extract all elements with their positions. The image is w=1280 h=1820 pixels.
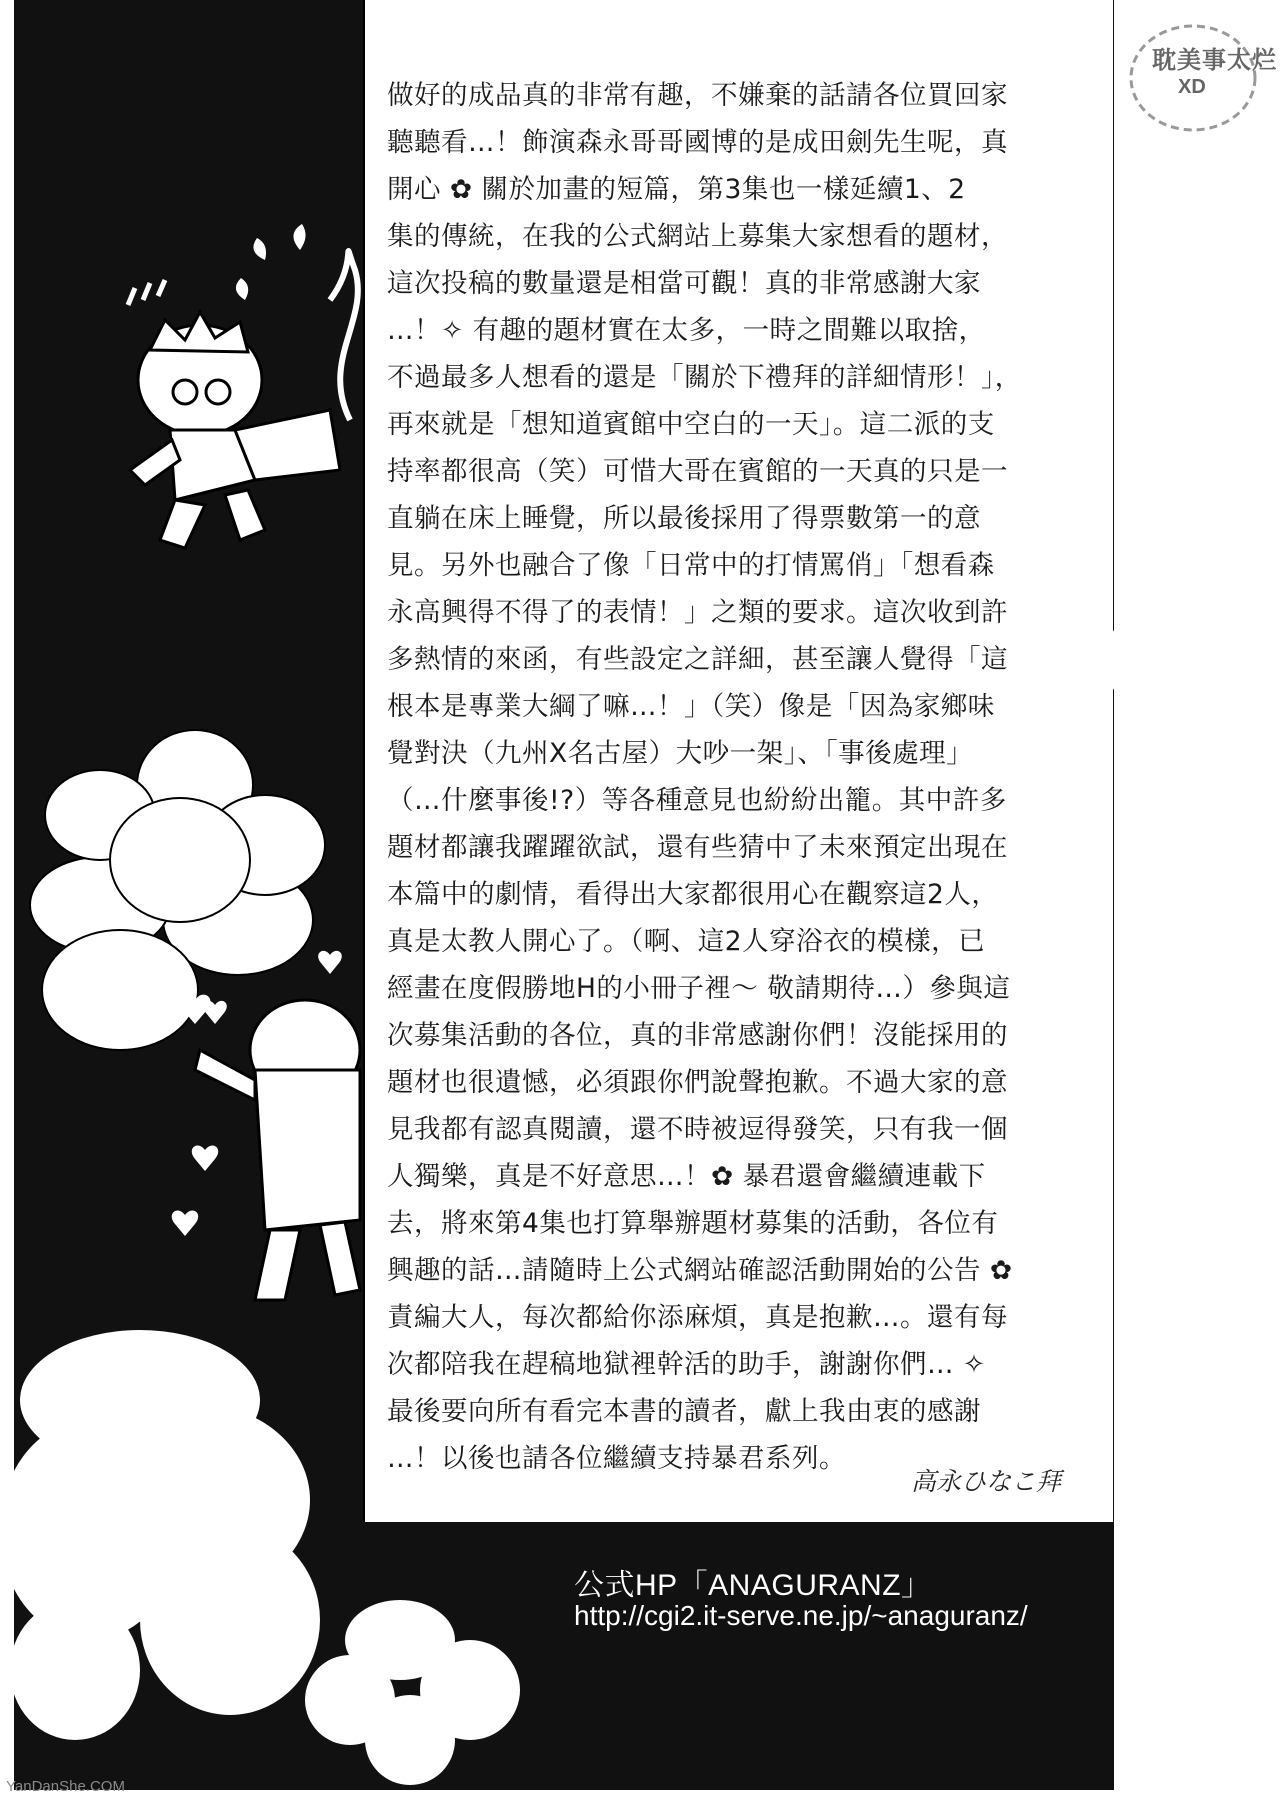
letter-line-16: （…什麼事後!?）等各種意見也紛紛出籠。其中許多	[387, 785, 1007, 816]
letter-line-29: 最後要向所有看完本書的讀者，獻上我由衷的感謝	[387, 1396, 981, 1427]
letter-line-19: 真是太教人開心了。（啊、這2人穿浴衣的模樣，已	[387, 926, 986, 957]
author-signature: 高永ひなこ拜	[910, 1467, 1061, 1496]
letter-line-18: 本篇中的劇情，看得出大家都很用心在觀察這2人，	[387, 879, 999, 910]
flower-right	[1105, 422, 1280, 855]
letter-card	[363, 0, 1113, 1522]
letter-line-4: 集的傳統，在我的公式網站上募集大家想看的題材，	[387, 221, 1008, 252]
speech-drops	[236, 224, 306, 300]
official-site-url[interactable]: http://cgi2.it-serve.ne.jp/~anaguranz/	[574, 1600, 1028, 1631]
smoke-swirl-decoration	[330, 251, 358, 420]
letter-line-14: 根本是專業大綱了嘛…！」（笑）像是「因為家鄉味	[387, 691, 995, 722]
chibi-character-back	[195, 1000, 360, 1300]
letter-line-21: 次募集活動的各位，真的非常感謝你們！沒能採用的	[387, 1020, 1008, 1051]
letter-line-26: 興趣的話…請隨時上公式網站確認活動開始的公告 ✿	[387, 1255, 1013, 1286]
letter-line-24: 人獨樂，真是不好意思…！✿ 暴君還會繼續連載下	[387, 1161, 986, 1192]
letter-line-23: 見我都有認真閱讀，還不時被逗得發笑，只有我一個	[387, 1114, 1008, 1145]
letter-line-10: 直躺在床上睡覺，所以最後採用了得票數第一的意	[387, 503, 981, 534]
letter-line-6: …！✧ 有趣的題材實在太多，一時之間難以取捨，	[387, 315, 986, 346]
chibi-character-glasses	[130, 312, 340, 548]
letter-line-20: 經畫在度假勝地H的小冊子裡～ 敬請期待…）參與這	[387, 973, 1011, 1004]
flower-bottom-left	[0, 1330, 320, 1740]
letter-line-2: 聽聽看…！飾演森永哥哥國博的是成田劍先生呢，真	[387, 127, 1008, 158]
letter-line-22: 題材也很遺憾，必須跟你們說聲抱歉。不過大家的意	[387, 1067, 1008, 1098]
letter-line-27: 責編大人，每次都給你添麻煩，真是抱歉…。還有每	[387, 1302, 1008, 1333]
letter-line-15: 覺對決（九州X名古屋）大吵一架」、「事後處理」	[387, 738, 974, 769]
letter-line-11: 見。另外也融合了像「日常中的打情罵俏」「想看森	[387, 550, 995, 581]
letter-line-12: 永高興得不得了的表情！」之類的要求。這次收到許	[387, 597, 1008, 628]
letter-body	[387, 72, 1087, 1482]
letter-line-17: 題材都讓我躍躍欲試，還有些猜中了未來預定出現在	[387, 832, 1008, 863]
footer-watermark: YanDanShe.COM	[6, 1778, 125, 1795]
official-site-label: 公式HP「ANAGURANZ」	[574, 1569, 932, 1602]
letter-line-7: 不過最多人想看的還是「關於下禮拜的詳細情形！」，	[387, 362, 1022, 393]
scanlator-logo-sub: XD	[1178, 76, 1206, 98]
letter-line-9: 持率都很高（笑）可惜大哥在賓館的一天真的只是一	[387, 456, 1008, 487]
scanlator-logo-title: 耽美事太烂	[1152, 46, 1277, 74]
letter-line-30: …！以後也請各位繼續支持暴君系列。	[387, 1443, 846, 1474]
letter-line-25: 去，將來第4集也打算舉辦題材募集的活動，各位有	[387, 1208, 999, 1239]
letter-line-3: 開心 ✿ 關於加畫的短篇，第3集也一樣延續1、2	[387, 174, 966, 205]
flower-bottom-small	[305, 1600, 520, 1785]
exclamation-marks	[128, 280, 165, 305]
letter-line-28: 次都陪我在趕稿地獄裡幹活的助手，謝謝你們… ✧	[387, 1349, 986, 1380]
flower-left-middle	[30, 730, 325, 1050]
letter-line-8: 再來就是「想知道賓館中空白的一天」。這二派的支	[387, 409, 995, 440]
letter-line-13: 多熱情的來函，有些設定之詳細，甚至讓人覺得「這	[387, 644, 1008, 675]
letter-line-5: 這次投稿的數量還是相當可觀！真的非常感謝大家	[387, 268, 981, 299]
letter-line-1: 做好的成品真的非常有趣，不嫌棄的話請各位買回家	[387, 80, 1008, 111]
